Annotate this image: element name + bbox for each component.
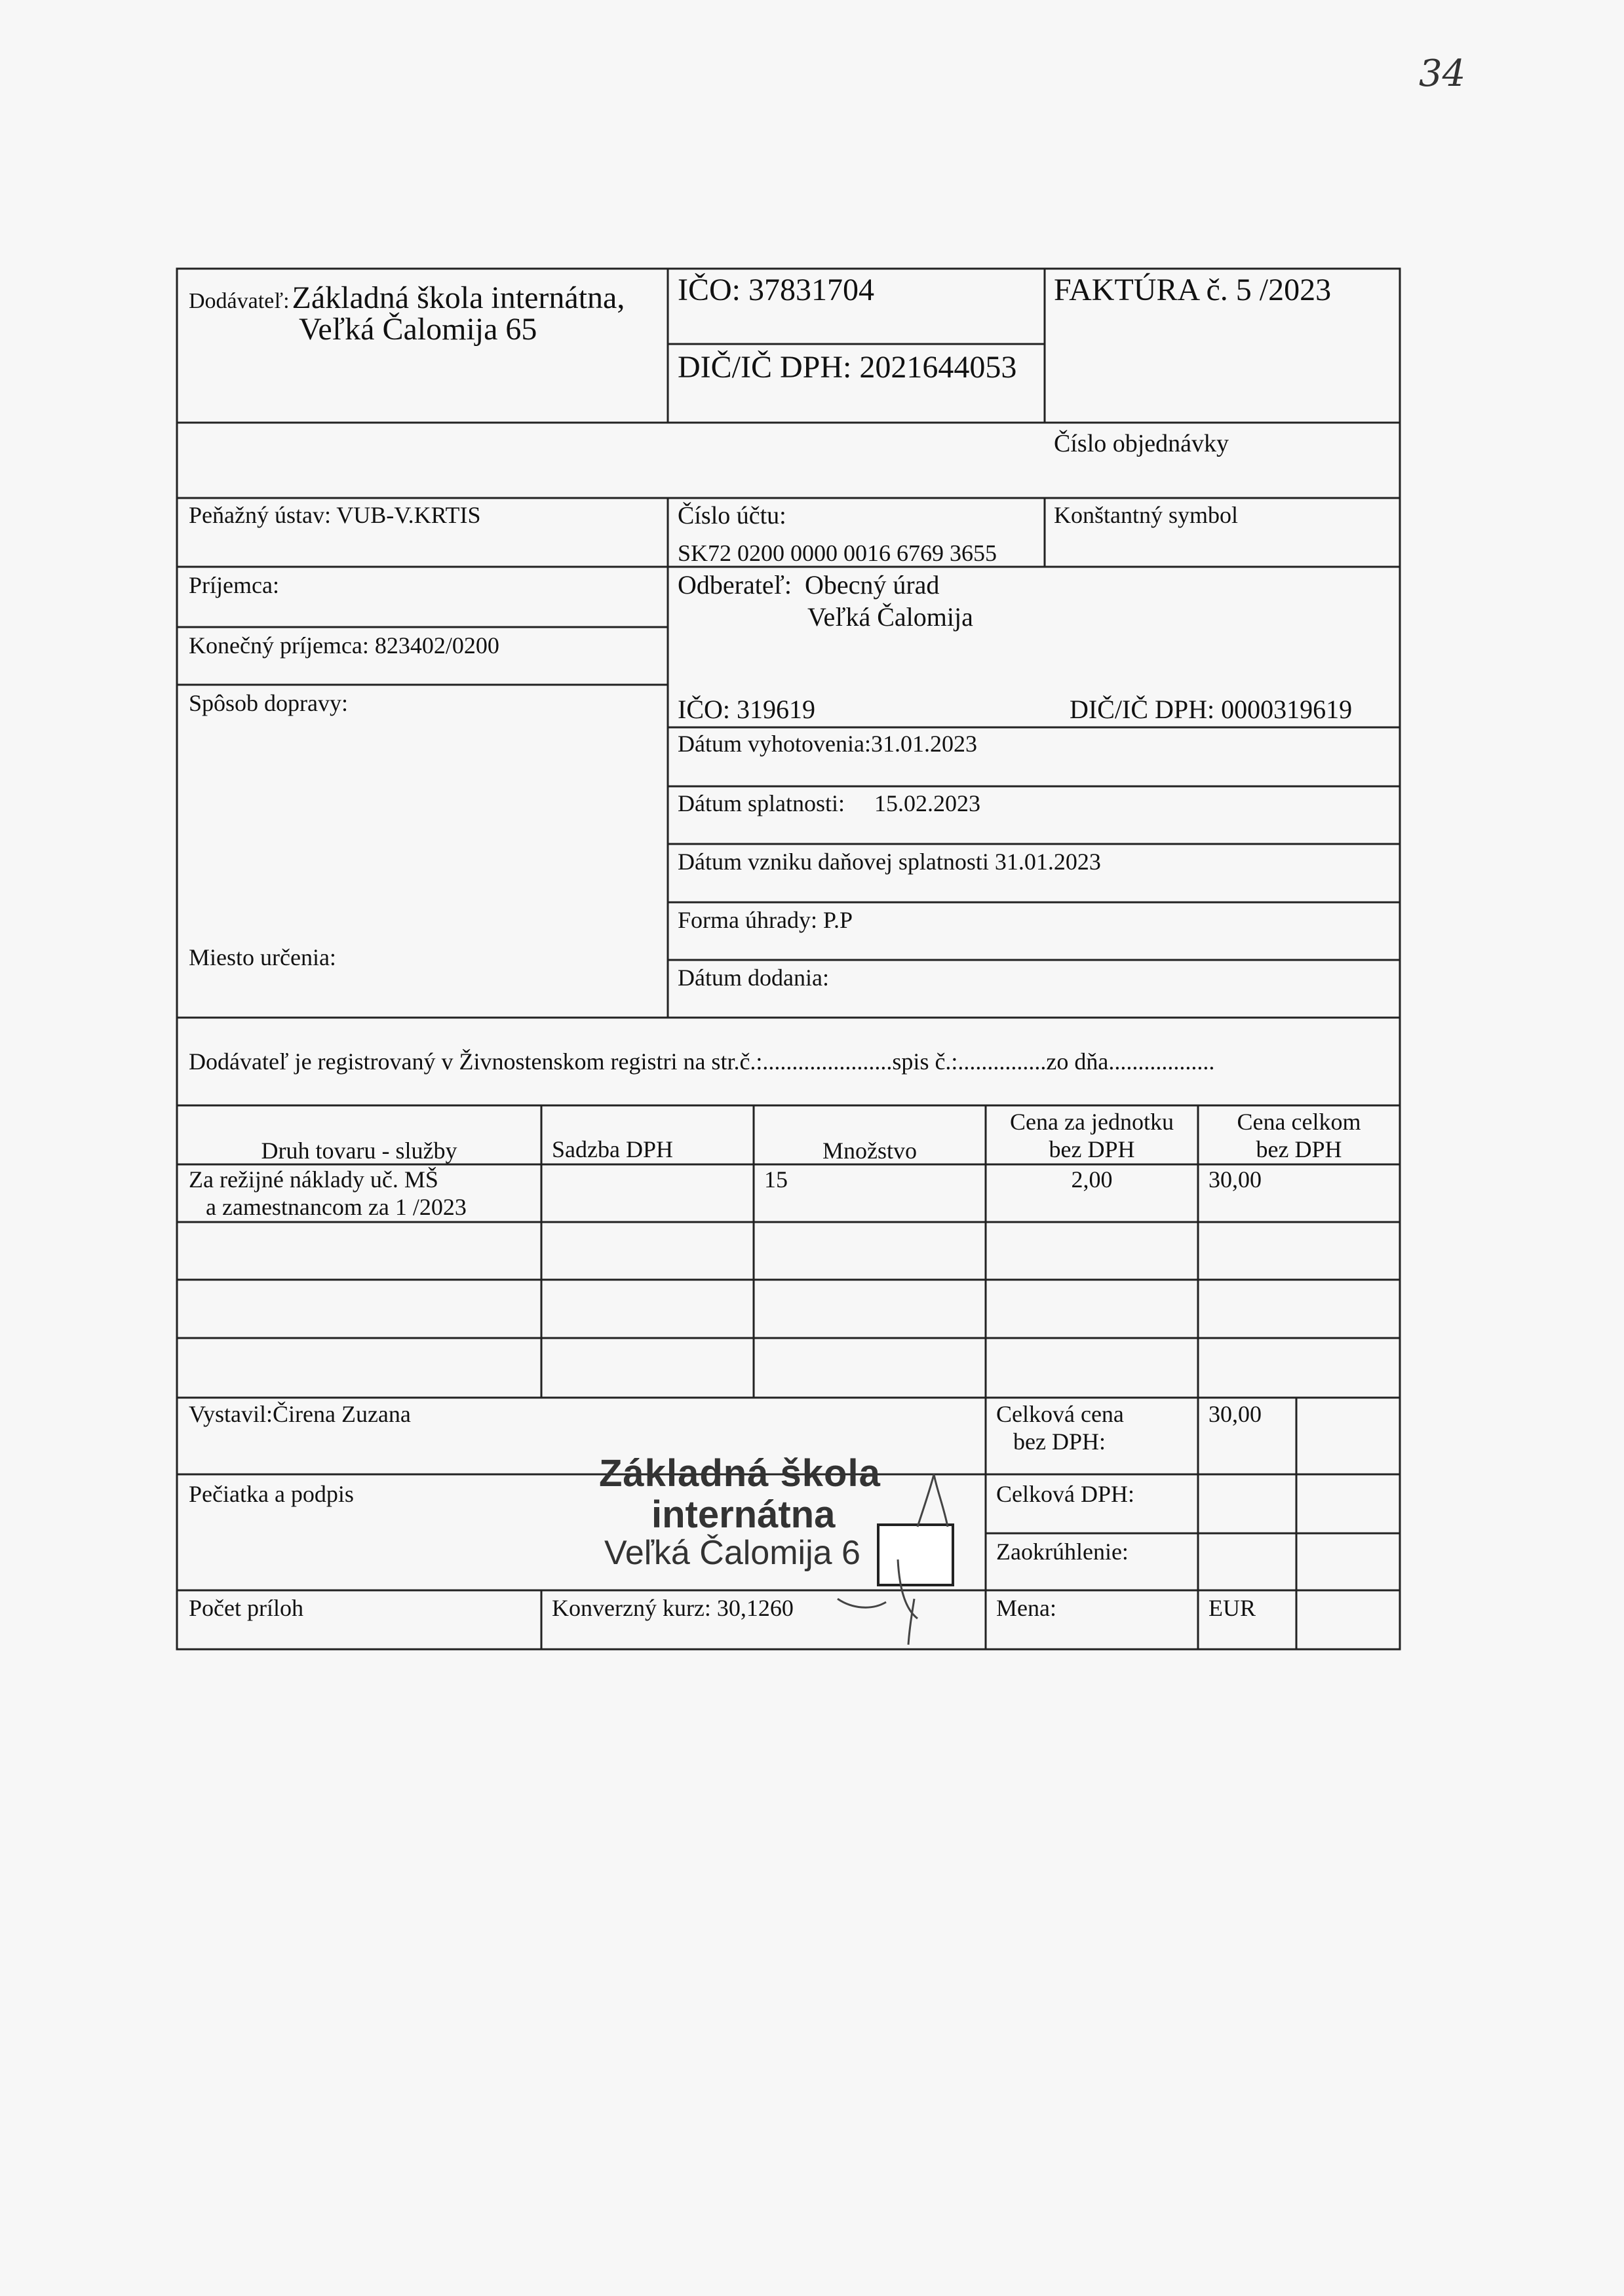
supplier-name: Základná škola internátna, bbox=[292, 280, 625, 315]
issue-date: Dátum vyhotovenia:31.01.2023 bbox=[678, 731, 977, 757]
item-goods-line2: a zamestnancom za 1 /2023 bbox=[206, 1194, 467, 1220]
currency-value: EUR bbox=[1208, 1595, 1256, 1621]
bank-label: Peňažný ústav: VUB-V.KRTIS bbox=[189, 502, 481, 528]
header-unit-price-2: bez DPH bbox=[1049, 1136, 1135, 1162]
issued-by: Vystavil:Čirena Zuzana bbox=[189, 1401, 411, 1427]
item-unit-price: 2,00 bbox=[1071, 1166, 1113, 1193]
attachments-label: Počet príloh bbox=[189, 1595, 303, 1621]
supplier-dic: DIČ/IČ DPH: 2021644053 bbox=[678, 350, 1017, 385]
item-quantity: 15 bbox=[764, 1166, 788, 1193]
header-quantity: Množstvo bbox=[822, 1138, 917, 1164]
payment-form: Forma úhrady: P.P bbox=[678, 907, 853, 933]
currency-label: Mena: bbox=[996, 1595, 1056, 1621]
order-number-label: Číslo objednávky bbox=[1054, 430, 1229, 457]
stamp-line1: Základná škola bbox=[599, 1452, 881, 1495]
header-total-price-2: bez DPH bbox=[1256, 1136, 1342, 1162]
customer-dic: DIČ/IČ DPH: 0000319619 bbox=[1070, 695, 1353, 724]
customer-city: Veľká Čalomija bbox=[807, 602, 973, 632]
header-total-price-1: Cena celkom bbox=[1237, 1109, 1361, 1135]
total-label-2: bez DPH: bbox=[1013, 1428, 1106, 1455]
stamp-line2: internátna bbox=[651, 1493, 836, 1536]
total-value: 30,00 bbox=[1208, 1401, 1262, 1427]
registration-note: Dodávateľ je registrovaný v Živnostenskom registri na str.č.:......................spis č.:...............zo dňa.................. bbox=[189, 1048, 1215, 1075]
supplier-address: Veľká Čalomija 65 bbox=[299, 312, 537, 347]
tax-date: Dátum vzniku daňovej splatnosti 31.01.2023 bbox=[678, 849, 1101, 875]
item-total-price: 30,00 bbox=[1208, 1166, 1262, 1193]
supplier-label: Dodávateľ: bbox=[189, 289, 290, 313]
customer-name: Obecný úrad bbox=[804, 570, 940, 600]
delivery-date-label: Dátum dodania: bbox=[678, 965, 829, 991]
supplier-ico: IČO: 37831704 bbox=[678, 273, 874, 307]
account-number: SK72 0200 0000 0016 6769 3655 bbox=[678, 540, 997, 566]
page-number: 34 bbox=[1419, 52, 1466, 95]
stamp-label: Pečiatka a podpis bbox=[189, 1481, 354, 1507]
customer-label-text: Odberateľ: bbox=[678, 570, 792, 600]
total-label-1: Celková cena bbox=[996, 1401, 1124, 1427]
exchange-rate: Konverzný kurz: 30,1260 bbox=[552, 1595, 794, 1621]
item-goods-line1: Za režijné náklady uč. MŠ bbox=[189, 1166, 438, 1193]
constant-symbol-label: Konštantný symbol bbox=[1054, 502, 1239, 528]
header-unit-price-1: Cena za jednotku bbox=[1010, 1109, 1174, 1135]
final-recipient: Konečný príjemca: 823402/0200 bbox=[189, 632, 499, 659]
header-vat-rate: Sadzba DPH bbox=[552, 1136, 673, 1162]
due-date-value: 15.02.2023 bbox=[874, 790, 980, 816]
transport-label: Spôsob dopravy: bbox=[189, 690, 348, 716]
invoice-title: FAKTÚRA č. 5 /2023 bbox=[1054, 273, 1332, 307]
rounding-label: Zaokrúhlenie: bbox=[996, 1539, 1129, 1565]
header-goods: Druh tovaru - služby bbox=[261, 1138, 457, 1164]
customer-ico: IČO: 319619 bbox=[678, 695, 815, 724]
stamp-line3: Veľká Čalomija 6 bbox=[604, 1534, 860, 1572]
vat-total-label: Celková DPH: bbox=[996, 1481, 1134, 1507]
recipient-label: Príjemca: bbox=[189, 572, 279, 598]
due-date-label: Dátum splatnosti: bbox=[678, 790, 845, 816]
account-label: Číslo účtu: bbox=[678, 502, 786, 529]
destination-label: Miesto určenia: bbox=[189, 944, 336, 970]
